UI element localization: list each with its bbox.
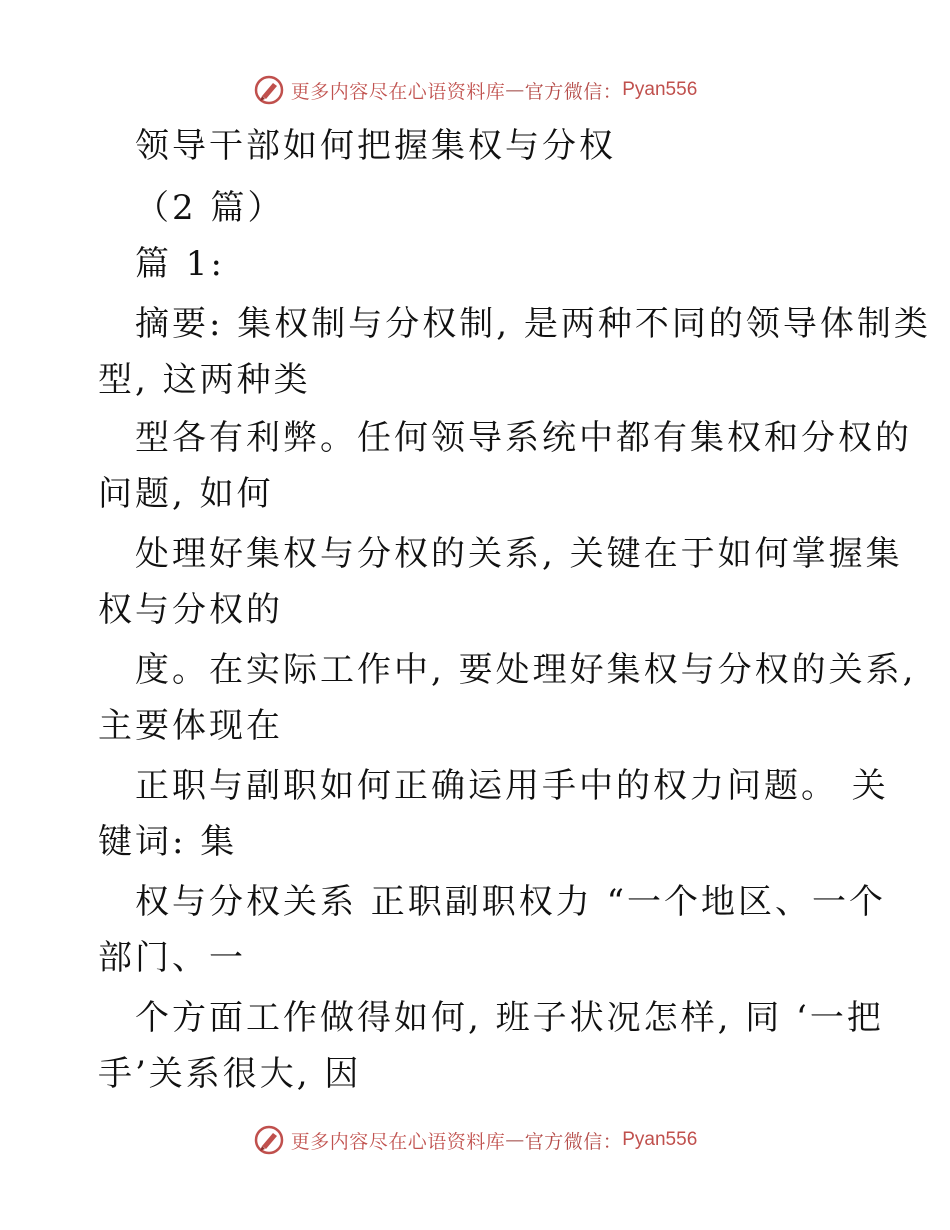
text-line: 正职与副职如何正确运用手中的权力问题。 关 — [135, 766, 889, 806]
watermark-wechat-label: 官方微信： — [524, 80, 623, 103]
text-line: 键词: 集 — [98, 822, 238, 862]
text-line: 处理好集权与分权的关系, 关键在于如何掌握集 — [135, 534, 903, 574]
text-line: 主要体现在 — [98, 706, 283, 746]
watermark-dash: — — [505, 1129, 525, 1151]
text-line: 权与分权的 — [98, 590, 283, 630]
watermark-wechat-id: Pyan556 — [622, 1129, 698, 1150]
watermark-main-text: 更多内容尽在心语资料库 — [290, 80, 506, 103]
header-watermark — [0, 70, 950, 110]
pen-seal-icon — [253, 74, 285, 106]
text-line: 摘要: 集权制与分权制, 是两种不同的领导体制类 — [135, 304, 931, 344]
text-line: 问题, 如何 — [98, 474, 274, 514]
pen-seal-icon — [253, 1124, 285, 1156]
text-line: 手’关系很大, 因 — [98, 1054, 362, 1094]
watermark-main-text: 更多内容尽在心语资料库 — [290, 1130, 506, 1153]
watermark-dash: — — [505, 79, 525, 101]
text-line: 型各有利弊。任何领导系统中都有集权和分权的 — [135, 418, 912, 458]
text-line: 部门、一 — [98, 938, 246, 978]
document-count: （2 篇） — [135, 188, 285, 228]
text-line: 型, 这两种类 — [98, 360, 311, 400]
text-line: 权与分权关系 正职副职权力 “一个地区、一个 — [135, 882, 886, 922]
section-heading: 篇 1: — [135, 244, 225, 284]
document-title: 领导干部如何把握集权与分权 — [135, 126, 616, 166]
text-line: 个方面工作做得如何, 班子状况怎样, 同 ‘一把 — [135, 998, 884, 1038]
footer-watermark — [0, 1120, 950, 1160]
watermark-wechat-label: 官方微信： — [524, 1130, 623, 1153]
text-line: 度。在实际工作中, 要处理好集权与分权的关系, — [135, 650, 917, 690]
watermark-wechat-id: Pyan556 — [622, 79, 698, 100]
